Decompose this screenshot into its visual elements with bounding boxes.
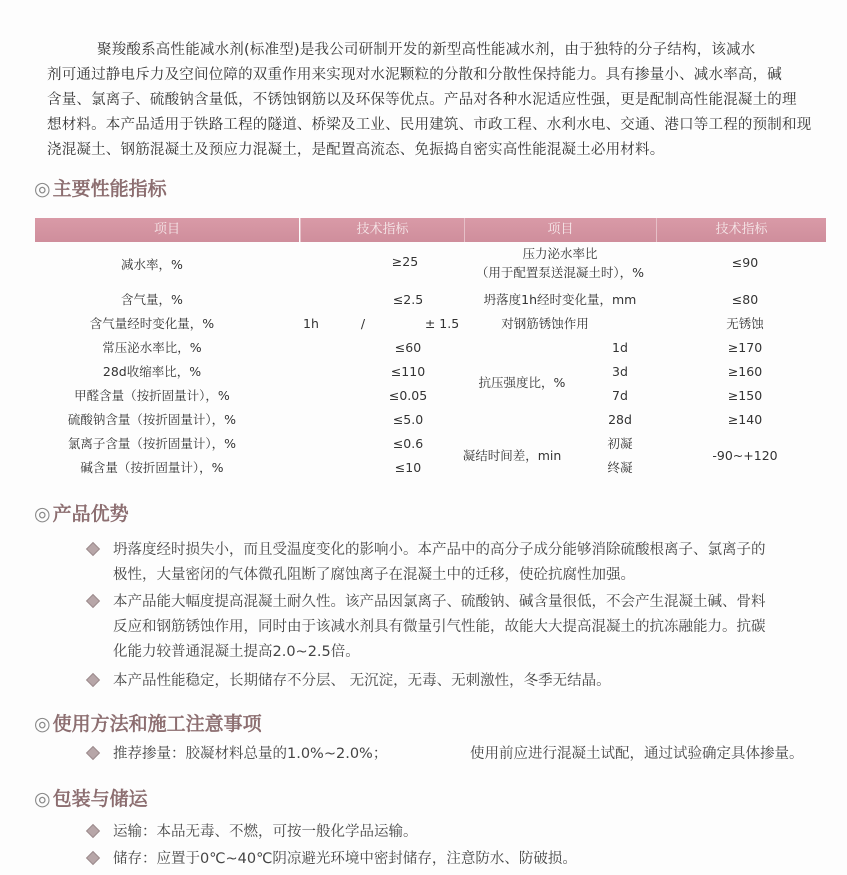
cell-item: 抗压强度比，% <box>478 375 566 390</box>
diamond-bullet-icon <box>86 746 100 760</box>
section-heading-spec: ◎ 主要性能指标 <box>34 178 167 200</box>
diamond-bullet-icon <box>86 542 100 556</box>
cell-value: -90~+120 <box>712 448 778 463</box>
cell-item: 压力泌水率比 <box>522 246 598 261</box>
bullet-text: 本产品能大幅度提高混凝土耐久性。该产品因氯离子、硫酸钠、碱含量很低，不会产生混凝土碱、骨料 <box>113 594 766 610</box>
bullet-text: 反应和钢筋锈蚀作用，同时由于该减水剂具有微量引气性能，故能大大提高混凝土的抗冻融能力。抗碳 <box>113 619 766 635</box>
section-heading-usage: ◎ 使用方法和施工注意事项 <box>34 713 262 735</box>
cell-value: ≤60 <box>394 340 422 355</box>
bullet-text: 坍落度经时损失小，而且受温度变化的影响小。本产品中的高分子成分能够消除硫酸根离子、氯离子的 <box>113 542 766 558</box>
cell-value: ≥140 <box>727 412 763 427</box>
section-heading-advantages: ◎ 产品优势 <box>34 503 129 525</box>
table-header-value: 技术指标 <box>300 218 464 242</box>
cell-item: 含气量经时变化量，% <box>89 316 215 331</box>
diamond-bullet-icon <box>86 851 100 865</box>
cell-item: 减水率，% <box>121 257 183 272</box>
cell-value: ≤0.6 <box>392 436 424 451</box>
cell-value: ≤110 <box>390 364 426 379</box>
cell-sub: 1h <box>303 316 319 331</box>
circle-marker-icon: ◎ <box>34 178 51 200</box>
cell-item: 碱含量（按折固量计），% <box>80 460 224 475</box>
cell-sub: 初凝 <box>607 436 633 451</box>
cell-value: ≤90 <box>731 255 759 270</box>
circle-marker-icon: ◎ <box>34 713 51 735</box>
cell-value: ≥160 <box>727 364 763 379</box>
diamond-bullet-icon <box>86 673 100 687</box>
cell-item: 硫酸钠含量（按折固量计），% <box>67 412 237 427</box>
cell-value: ≤0.05 <box>388 388 428 403</box>
storage-conditions: 储存：应置于0℃~40℃阴凉避光环境中密封储存，注意防水、防破损。 <box>113 851 577 867</box>
diamond-bullet-icon <box>86 594 100 608</box>
cell-item: 氯离子含量（按折固量计），% <box>67 436 237 451</box>
cell-value: ≤2.5 <box>392 292 424 307</box>
circle-marker-icon: ◎ <box>34 503 51 525</box>
bullet-text: 本产品性能稳定，长期储存不分层、 无沉淀，无毒、无刺激性，冬季无结晶。 <box>113 673 611 689</box>
cell-value: ± 1.5 <box>424 316 460 331</box>
table-header-item: 项目 <box>35 218 299 242</box>
cell-sub: 1d <box>612 340 628 355</box>
section-heading-storage: ◎ 包装与储运 <box>34 788 148 810</box>
diamond-bullet-icon <box>86 824 100 838</box>
table-header-item: 项目 <box>464 218 656 242</box>
cell-value: ≤80 <box>731 292 759 307</box>
cell-item: 对钢筋锈蚀作用 <box>501 316 589 331</box>
cell-value: ≤10 <box>394 460 422 475</box>
bullet-text: 化能力较普通混凝土提高2.0~2.5倍。 <box>113 644 360 660</box>
cell-item: （用于配置泵送混凝土时），% <box>475 265 645 280</box>
bullet-text: 极性，大量密闭的气体微孔阻断了腐蚀离子在混凝土中的迁移，使砼抗腐性加强。 <box>113 567 635 583</box>
intro-line: 剂可通过静电斥力及空间位障的双重作用来实现对水泥颗粒的分散和分散性保持能力。具有掺量小、减水率高，碱 <box>47 67 782 83</box>
table-header-value: 技术指标 <box>656 218 826 242</box>
cell-value: ≥170 <box>727 340 763 355</box>
intro-line: 含量、氯离子、硫酸钠含量低，不锈蚀钢筋以及环保等优点。产品对各种水泥适应性强，更是配制高性能混凝土的理 <box>47 92 797 108</box>
usage-dosage: 推荐掺量：胶凝材料总量的1.0%~2.0%； <box>113 746 388 762</box>
cell-value: ≤5.0 <box>392 412 424 427</box>
cell-item: 凝结时间差，min <box>462 448 562 463</box>
cell-sub: 7d <box>612 388 628 403</box>
cell-item: 28d收缩率比，% <box>102 364 202 379</box>
cell-value: 无锈蚀 <box>726 316 764 331</box>
intro-line: 想材料。本产品适用于铁路工程的隧道、桥梁及工业、民用建筑、市政工程、水利水电、交通、港口等工程的预制和现 <box>47 117 812 133</box>
cell-sub: 3d <box>612 364 628 379</box>
cell-sub: 终凝 <box>607 460 633 475</box>
usage-note: 使用前应进行混凝土试配，通过试验确定具体掺量。 <box>470 746 804 762</box>
cell-value: ≥25 <box>391 254 419 269</box>
cell-item: 甲醛含量（按折固量计），% <box>74 388 230 403</box>
storage-transport: 运输：本品无毒、不燃，可按一般化学品运输。 <box>113 824 418 840</box>
cell-item: 含气量，% <box>121 292 183 307</box>
cell-value: ≥150 <box>727 388 763 403</box>
cell-sub: 28d <box>608 412 632 427</box>
cell-item: 常压泌水率比，% <box>102 340 202 355</box>
cell-sep: / <box>360 316 366 331</box>
intro-line: 聚羧酸系高性能减水剂(标准型)是我公司研制开发的新型高性能减水剂，由于独特的分子结构，该减水 <box>97 42 756 58</box>
circle-marker-icon: ◎ <box>34 788 51 810</box>
intro-line: 浇混凝土、钢筋混凝土及预应力混凝土，是配置高流态、免振捣自密实高性能混凝土必用材料。 <box>47 142 665 158</box>
cell-item: 坍落度1h经时变化量，mm <box>483 292 637 307</box>
